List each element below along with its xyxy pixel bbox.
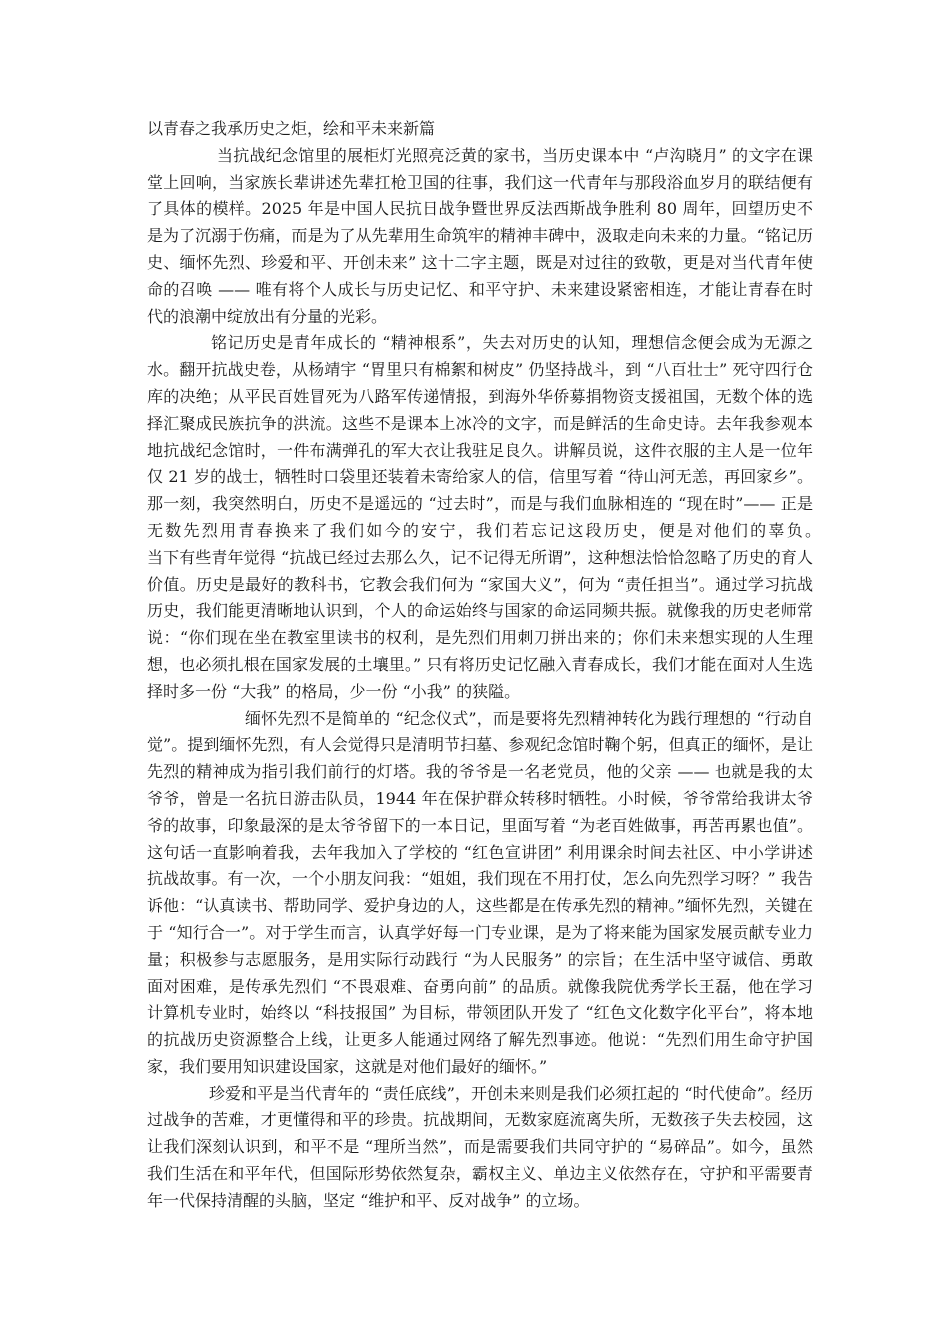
document-title: 以青春之我承历史之炬，绘和平未来新篇 xyxy=(147,119,436,138)
document-body xyxy=(147,116,926,1215)
paragraph-remember-history: 铭记历史是青年成长的 “精神根系”，失去对历史的认知，理想信念便会成为无源之水。翻开抗战史卷，从杨靖宇 “胃里只有棉絮和树皮” 仍坚持战斗，到 “八百壮士” 死守四行仓库的决绝；从平民百姓冒死为八路军传递情报，到海外华侨募捐物资支援祖国，无数个体的选择汇聚成民族抗争的洪流。这些不是课本上冰冷的文字，而是鲜活的生命史诗。去年我参观本地抗战纪念馆时，一件布满弹孔的军大衣让我驻足良久。讲解员说，这件衣服的主人是一位年仅 21 岁的战士，牺牲时口袋里还装着未寄给家人的信，信里写着 “待山河无恙，再回家乡”。那一刻，我突然明白，历史不是遥远的 “过去时”，而是与我们血脉相连的 “现在时”—— 正是无数先烈用青春换来了我们如今的安宁，我们若忘记这段历史，便是对他们的辜负。 当下有些青年觉得 “抗战已经过去那么久，记不记得无所谓”，这种想法恰恰忽略了历史的育人价值。历史是最好的教科书，它教会我们何为 “家国大义”，何为 “责任担当”。通过学习抗战历史，我们能更清晰地认识到，个人的命运始终与国家的命运同频共振。就像我的历史老师常说：“你们现在坐在教室里读书的权利，是先烈们用刺刀拼出来的；你们未来想实现的人生理想，也必须扎根在国家发展的土壤里。” 只有将历史记忆融入青春成长，我们才能在面对人生选择时多一份 “大我” 的格局，少一份 “小我” 的狭隘。 xyxy=(147,333,926,701)
paragraph-intro: 当抗战纪念馆里的展柜灯光照亮泛黄的家书，当历史课本中 “卢沟晓月” 的文字在课堂上回响，当家族长辈讲述先辈扛枪卫国的往事，我们这一代青年与那段浴血岁月的联结便有了具体的模样。2025 年是中国人民抗日战争暨世界反法西斯战争胜利 80 周年，回望历史不是为了沉溺于伤痛，而是为了从先辈用生命筑牢的精神丰碑中，汲取走向未来的力量。“铭记历史、缅怀先烈、珍爱和平、开创未来” 这十二字主题，既是对过往的致敬，更是对当代青年使命的召唤 —— 唯有将个人成长与历史记忆、和平守护、未来建设紧密相连，才能让青春在时代的浪潮中绽放出有分量的光彩。 xyxy=(147,145,813,326)
paragraph-cherish-peace: 珍爱和平是当代青年的 “责任底线”，开创未来则是我们必须扛起的 “时代使命”。经历过战争的苦难，才更懂得和平的珍贵。抗战期间，无数家庭流离失所，无数孩子失去校园，这让我们深刻认识到，和平不是 “理所当然”，而是需要我们共同守护的 “易碎品”。如今，虽然我们生活在和平年代，但国际形势依然复杂，霸权主义、单边主义依然存在，守护和平需要青年一代保持清醒的头脑，坚定 “维护和平、反对战争” 的立场。 xyxy=(147,1083,813,1210)
paragraph-commemorate-martyrs: 缅怀先烈不是简单的 “纪念仪式”，而是要将先烈精神转化为践行理想的 “行动自觉”。提到缅怀先烈，有人会觉得只是清明节扫墓、参观纪念馆时鞠个躬，但真正的缅怀，是让先烈的精神成为指引我们前行的灯塔。我的爷爷是一名老党员，他的父亲 —— 也就是我的太爷爷，曾是一名抗日游击队员，1944 年在保护群众转移时牺牲。小时候，爷爷常给我讲太爷爷的故事，印象最深的是太爷爷留下的一本日记，里面写着 “为老百姓做事，再苦再累也值”。这句话一直影响着我，去年我加入了学校的 “红色宣讲团” 利用课余时间去社区、中小学讲述抗战故事。有一次，一个小朋友问我：“姐姐，我们现在不用打仗，怎么向先烈学习呀？” 我告诉他：“认真读书、帮助同学、爱护身边的人，这些都是在传承先烈的精神。”缅怀先烈，关键在于 “知行合一”。对于学生而言，认真学好每一门专业课，是为了将来能为国家发展贡献专业力量；积极参与志愿服务，是用实际行动践行 “为人民服务” 的宗旨；在生活中坚守诚信、勇敢面对困难，是传承先烈们 “不畏艰难、奋勇向前” 的品质。就像我院优秀学长王磊，他在学习计算机专业时，始终以 “科技报国” 为目标，带领团队开发了 “红色文化数字化平台”，将本地的抗战历史资源整合上线，让更多人能通过网络了解先烈事迹。他说：“先烈们用生命守护国家，我们要用知识建设国家，这就是对他们最好的缅怀。” xyxy=(147,708,813,1076)
